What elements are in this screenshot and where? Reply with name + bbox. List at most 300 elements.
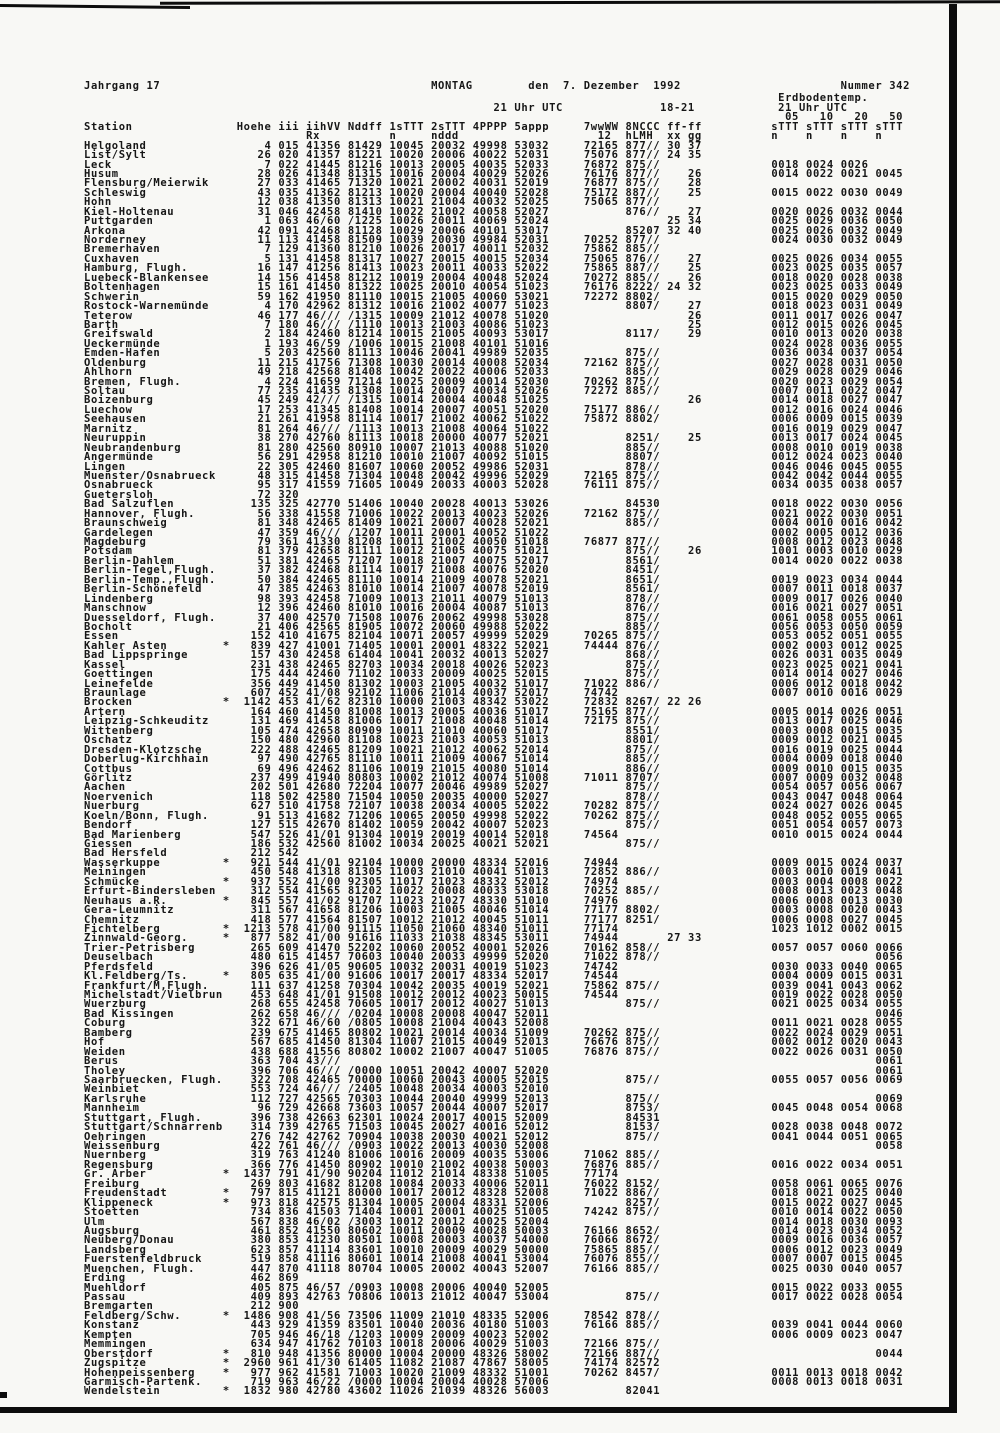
col-nddff: 73603 — [340, 1102, 383, 1115]
col-2sttt: 20019 — [424, 828, 466, 841]
col-2sttt: 20005 — [424, 158, 466, 171]
col-iihvv: 41/00 — [299, 875, 341, 888]
col-4pppp: 40040 — [465, 186, 508, 199]
col-1sttt: 11033 — [382, 932, 425, 945]
col-iihvv: 41/05 — [299, 960, 341, 973]
soil-temp-05: 0005 — [701, 705, 800, 718]
col-iihvv: 41450 — [299, 281, 341, 294]
col-hoehe: 269 — [236, 1177, 272, 1190]
col-2sttt: 21005 — [424, 904, 466, 917]
soil-temp-20: 0030 — [833, 498, 869, 511]
soil-temp-10: 0030 — [799, 1262, 834, 1275]
col-1sttt: 10016 — [382, 1149, 425, 1162]
col-nddff: 61405 — [340, 1357, 383, 1370]
col-4pppp: 40047 — [465, 1007, 508, 1020]
col-7wwww: 75076 — [549, 149, 619, 162]
col-nddff: /3003 — [340, 1215, 383, 1228]
soil-temp-50: 0059 — [868, 620, 904, 633]
col-7wwww — [549, 1385, 618, 1397]
col-1sttt: 10002 — [382, 1045, 425, 1058]
col-iii: 203 — [271, 347, 300, 360]
col-1sttt: 11017 — [382, 875, 425, 888]
col-ff-gg: 32 — [681, 281, 702, 294]
col-4pppp: 40036 — [465, 705, 508, 718]
col-2sttt: 21012 — [424, 309, 466, 322]
col-iii: 162 — [271, 290, 300, 303]
col-5appp: 51022 — [507, 413, 550, 426]
col-4pppp: 49984 — [465, 234, 508, 246]
col-hoehe: 977 — [236, 1366, 272, 1379]
col-nddff: 70603 — [340, 951, 383, 964]
col-5appp: 53004 — [507, 1291, 550, 1303]
col-8nccc: 8652/ — [618, 1224, 661, 1237]
soil-temp-50: 0066 — [868, 941, 904, 954]
soil-temp-50: 0050 — [868, 290, 904, 303]
soil-temp-20: 0019 — [833, 441, 869, 454]
col-iii: 384 — [271, 573, 300, 586]
col-2sttt: 20004 — [424, 271, 466, 284]
col-4pppp: 49999 — [465, 630, 508, 643]
station-name: Bad Hersfeld — [84, 847, 223, 860]
soil-temp-20: 0021 — [833, 658, 869, 671]
soil-temp-05: 0009 — [701, 592, 800, 605]
col-2sttt-label: 2sTTT — [424, 120, 466, 133]
col-8nccc: 82041 — [618, 1385, 661, 1398]
col-nddff: 81429 — [340, 139, 383, 152]
obs-period-label: 18-21 — [562, 101, 695, 114]
soil-temp-50: 0050 — [868, 989, 904, 1001]
soil-temp-20: 0029 — [833, 366, 869, 379]
col-8nccc: 875// — [618, 979, 661, 992]
col-hoehe: 12 — [236, 602, 272, 615]
col-4pppp: 48331 — [465, 1196, 508, 1209]
col-2sttt: 20000 — [424, 856, 466, 869]
col-4pppp: 48326 — [465, 1385, 508, 1398]
soil-temp-50: 0061 — [868, 611, 904, 624]
soil-temp-05: 0018 — [701, 300, 800, 313]
soil-temp-50: 0044 — [868, 743, 904, 756]
station-name: Hohenpeissenberg — [84, 1366, 223, 1379]
asterisk-marker: * — [222, 1347, 237, 1360]
col-xx-label: xx — [660, 130, 682, 143]
col-5appp: 51013 — [507, 734, 550, 747]
col-4pppp: 48334 — [465, 970, 508, 983]
col-1sttt: 10020 — [382, 186, 425, 199]
soil-temp-20: 0025 — [833, 1187, 869, 1200]
scan-mark-bottom-left — [0, 1392, 7, 1398]
col-iihvv: 42765 — [299, 753, 341, 766]
col-nddff: /0903 — [340, 1281, 383, 1294]
station-name: Berlin-Temp.,Flugh. — [84, 573, 223, 586]
col-nddff: 71320 — [340, 177, 383, 190]
soil-temp-10: 0052 — [799, 630, 834, 643]
col-nddff: 81312 — [340, 300, 383, 313]
col-1sttt: 10027 — [382, 252, 425, 265]
soil-temp-10: 0017 — [799, 715, 834, 728]
col-hoehe: 81 — [236, 517, 272, 530]
col-iihvv: 41/00 — [299, 932, 341, 945]
station-name: Emden-Hafen — [84, 347, 223, 360]
col-5appp: 52022 — [507, 262, 550, 275]
soil-temp-50: 0031 — [868, 970, 904, 983]
col-1sttt: 10019 — [382, 271, 425, 284]
col-iii: 738 — [271, 1111, 300, 1124]
station-name: Bad Lippspringe — [84, 649, 223, 662]
soil-temp-50: 0061 — [868, 1055, 904, 1068]
col-2sttt: 20004 — [424, 1375, 466, 1388]
soil-temp-20: 0024 — [833, 856, 869, 869]
col-hoehe: 91 — [236, 809, 272, 822]
col-iii: 675 — [271, 1026, 300, 1039]
col-nddff: 81413 — [340, 262, 383, 275]
col-iihvv: 42958 — [299, 451, 341, 464]
soil-temp-10: 0016 — [799, 1234, 834, 1247]
col-iihvv: 42658 — [299, 545, 341, 558]
col-hoehe: 7 — [236, 243, 272, 256]
col-2sttt: 21008 — [424, 422, 466, 435]
col-7wwww: 75862 — [549, 243, 619, 256]
col-7wwww: 70262 — [549, 809, 619, 822]
col-1sttt: 10034 — [382, 658, 425, 671]
col-5appp: 51003 — [507, 1319, 550, 1332]
col-8nccc: 855// — [618, 1253, 661, 1266]
col-1sttt: 10021 — [382, 196, 425, 209]
col-hoehe: 22 — [236, 460, 272, 473]
soil-temp-20: 0023 — [833, 885, 869, 898]
col-1sttt: 10023 — [382, 734, 425, 747]
col-iii: 291 — [271, 451, 300, 464]
soil-temp-10: 0009 — [799, 771, 834, 784]
soil-temp-10: 0015 — [799, 828, 834, 841]
col-nddff: 81509 — [340, 234, 383, 246]
col-8nccc: 887// — [618, 1347, 661, 1360]
soil-temp-05: 0008 — [701, 441, 800, 454]
col-5appp: 52012 — [507, 875, 550, 888]
soil-temp-20: 0023 — [833, 536, 869, 548]
col-iihvv: 41350 — [299, 196, 341, 209]
station-name: Boizenburg — [84, 394, 223, 407]
soil-temp-05: 0019 — [701, 573, 800, 586]
station-name: Leck — [84, 158, 223, 171]
col-2sttt: 21008 — [424, 564, 466, 577]
soil-temp-10: 0046 — [799, 460, 834, 473]
asterisk-marker: * — [222, 970, 237, 983]
col-nddff-label: Nddff — [340, 120, 383, 133]
col-8nccc: 8152/ — [618, 1177, 661, 1190]
col-nddff: 71503 — [340, 1121, 383, 1134]
col-iii: 147 — [271, 262, 300, 275]
station-name: Meiningen — [84, 866, 223, 879]
soil-temp-50: 0047 — [868, 422, 904, 435]
soil-temp-20: 0027 — [833, 913, 869, 926]
soil-temp-50: 0055 — [868, 1281, 904, 1294]
col-5appp: 52011 — [507, 1177, 550, 1190]
col-2sttt: 21002 — [424, 1158, 466, 1171]
col-8nccc: 875// — [618, 668, 661, 681]
col-iii: 857 — [271, 1243, 300, 1256]
col-iihvv: 41465 — [299, 1026, 341, 1039]
col-5appp: 53022 — [507, 696, 550, 709]
col-nddff: 71308 — [340, 356, 383, 369]
col-2sttt: 21038 — [424, 932, 466, 945]
soil-temp-50: 0050 — [868, 1206, 904, 1219]
col-7wwww: 72165 — [549, 469, 619, 482]
soil-temp-05: 0003 — [701, 875, 800, 888]
col-iii: 853 — [271, 1234, 300, 1247]
soil-temp-10: 0024 — [799, 158, 834, 171]
col-nddff: 51406 — [340, 498, 383, 511]
station-name: Nuerburg — [84, 800, 223, 813]
soil-temp-10: 0009 — [799, 753, 834, 766]
col-nddff: /2405 — [340, 1083, 383, 1096]
soil-temp-10: 0010 — [799, 517, 834, 530]
col-hoehe: 607 — [236, 687, 272, 699]
col-iihvv: 41/01 — [299, 828, 341, 841]
station-name: Erding — [84, 1272, 223, 1285]
col-8nccc: 8807/ — [618, 451, 661, 464]
soil-temp-05: 0022 — [701, 1026, 800, 1039]
station-name: Soltau — [84, 385, 223, 397]
col-hoehe: 21 — [236, 413, 272, 426]
scan-edge-top-left — [0, 4, 190, 9]
soil-temp-05: 1001 — [701, 545, 800, 558]
col-2sttt: 20002 — [424, 1262, 466, 1275]
col-iihvv: 42770 — [299, 498, 341, 511]
soil-temp-05: 0051 — [701, 819, 800, 832]
soil-temp-05: 0002 — [701, 1036, 800, 1049]
col-4pppp: 40034 — [465, 1026, 508, 1039]
col-4pppp: 40035 — [465, 1149, 508, 1162]
col-iii: 704 — [271, 1055, 300, 1068]
soil-temp-50: 0038 — [868, 271, 904, 284]
col-4pppp: 40007 — [465, 1102, 508, 1115]
soil-temp-50: 0061 — [868, 1064, 904, 1077]
col-iihvv: 46/// — [299, 526, 341, 539]
soil-temp-05: 0014 — [701, 1224, 800, 1237]
col-5appp: 52008 — [507, 1017, 550, 1030]
col-8nccc: 885// — [618, 385, 661, 397]
station-name: Muenchen, Flugh. — [84, 1262, 223, 1275]
station-name: Oldenburg — [84, 356, 223, 369]
col-2sttt: 20034 — [424, 800, 466, 813]
col-4pppp: 48342 — [465, 696, 508, 709]
col-2sttt: 20043 — [424, 1073, 466, 1086]
col-iihvv: 41001 — [299, 639, 341, 652]
col-iihvv: 42460 — [299, 328, 341, 341]
col-1sttt: 10016 — [382, 167, 425, 180]
soil-temp-50: 0056 — [868, 951, 904, 964]
col-4pppp: 40040 — [465, 1281, 508, 1294]
col-8nccc: 886// — [618, 1187, 661, 1200]
col-ff-xx: 22 — [660, 696, 682, 709]
col-nddff: /0903 — [340, 1140, 383, 1152]
col-4pppp: 40031 — [465, 177, 508, 190]
col-5appp: 52031 — [507, 460, 550, 473]
asterisk-marker: * — [222, 639, 237, 652]
col-5appp: 52033 — [507, 366, 550, 379]
station-name: Hohn — [84, 196, 223, 209]
col-nddff: 81607 — [340, 460, 383, 473]
soil-temp-10: 0019 — [799, 422, 834, 435]
col-2sttt: 21005 — [424, 677, 466, 690]
col-5appp: 52024 — [507, 271, 550, 284]
col-ff-gg: 26 — [681, 696, 702, 709]
col-8nccc: 878// — [618, 951, 661, 964]
asterisk-marker: * — [222, 1309, 237, 1322]
col-4pppp: 40025 — [465, 1215, 508, 1228]
col-iii: 577 — [271, 913, 300, 926]
soil-temp-10: 0022 — [799, 1196, 834, 1209]
soil-temp-10: 0018 — [799, 394, 834, 407]
obs-time-label: 21 Uhr UTC — [84, 101, 563, 114]
soil-temp-05: 0027 — [701, 356, 800, 369]
soil-temp-20: 0025 — [833, 715, 869, 728]
col-4pppp: 40000 — [465, 790, 508, 803]
col-1sttt: 10004 — [382, 1375, 425, 1388]
station-name: Zinnwald-Georg. — [84, 932, 223, 945]
soil-temp-05: 0046 — [701, 460, 800, 473]
col-1sttt: 10077 — [382, 781, 425, 794]
soil-temp-20 — [834, 1385, 869, 1397]
soil-temp-05: 0014 — [701, 394, 800, 407]
soil-temp-05: 0023 — [701, 281, 800, 294]
station-name: Frankfurt/M,Flugh. — [84, 979, 223, 992]
col-iii: 490 — [271, 753, 300, 766]
station-name: Gera-Leumnitz — [84, 904, 223, 917]
col-2sttt: 20017 — [424, 970, 466, 983]
col-hoehe: 443 — [236, 1319, 272, 1332]
col-iihvv: 41458 — [299, 469, 341, 482]
col-hoehe: 4 — [236, 139, 272, 152]
col-nddff: 70806 — [340, 1291, 383, 1303]
col-4pppp: 48340 — [465, 922, 508, 935]
col-5appp: 52035 — [507, 347, 550, 360]
col-1sttt: 10045 — [382, 1121, 425, 1134]
col-1sttt: 10011 — [382, 753, 425, 766]
col-8nccc: 875// — [618, 469, 661, 482]
soil-temp-05: 0016 — [701, 743, 800, 756]
soil-temp-50: 0045 — [868, 1253, 904, 1266]
col-hoehe: 239 — [236, 1026, 272, 1039]
col-2sttt: 20033 — [424, 951, 466, 964]
soil-temp-10: 0005 — [799, 526, 834, 539]
col-1sttt: 10009 — [382, 309, 425, 322]
soil-temp-10: 0012 — [799, 536, 834, 548]
soil-temp-20: 0015 — [833, 1253, 869, 1266]
col-7wwww: 77174 — [549, 1168, 619, 1181]
col-8nccc: 885// — [618, 1262, 661, 1275]
soil-temp-50: 0076 — [868, 1177, 904, 1190]
col-4pppp: 40011 — [465, 243, 508, 256]
col-8nccc-label: 8NCCC — [618, 120, 661, 133]
col-iihvv: 41258 — [299, 979, 341, 992]
soil-temp-05: 0009 — [701, 856, 800, 869]
col-8nccc: 8257/ — [618, 1196, 661, 1209]
col-2sttt: 20008 — [424, 1007, 466, 1020]
col-nddff: 81507 — [340, 913, 383, 926]
title-line — [84, 82, 910, 91]
col-nddff: 81114 — [340, 564, 383, 577]
soil-temp-20: 0065 — [833, 1177, 869, 1190]
station-name: Potsdam — [84, 545, 223, 558]
col-iii: 156 — [271, 271, 300, 284]
col-iihvv: 42465 — [299, 573, 341, 586]
asterisk-marker: * — [222, 1187, 237, 1200]
col-5appp: 51009 — [507, 1026, 550, 1039]
col-5appp: 52019 — [507, 177, 550, 190]
col-iii: 235 — [271, 385, 300, 397]
col-2sttt: 21011 — [424, 592, 466, 605]
soil-temp-05: 0019 — [701, 989, 800, 1001]
soil-temp-50: 0038 — [868, 328, 904, 341]
col-4pppp: 40023 — [465, 989, 508, 1001]
col-8nccc: 885// — [618, 753, 661, 766]
col-8nccc: 875// — [618, 630, 661, 643]
col-iihvv: 41345 — [299, 403, 341, 416]
col-4pppp: 40060 — [465, 290, 508, 303]
col-2sttt: 21007 — [424, 451, 466, 464]
col-4pppp: 40049 — [465, 1036, 508, 1049]
station-name: Seehausen — [84, 413, 223, 426]
soil-temp-20: 0034 — [833, 1158, 869, 1171]
col-8nccc: 887// — [618, 186, 661, 199]
station-name: Berus — [84, 1055, 223, 1068]
col-2sttt: 20033 — [424, 479, 466, 492]
col-5appp: 52026 — [507, 167, 550, 180]
soil-temp-50: 0045 — [868, 318, 904, 331]
col-5appp: 52017 — [507, 554, 550, 567]
col-7wwww: 76676 — [549, 1036, 619, 1049]
col-5appp-label: 5appp — [507, 120, 550, 133]
col-4pppp: 40043 — [465, 1262, 508, 1275]
soil-temp-10: 0014 — [799, 1206, 834, 1219]
col-4pppp: 40028 — [465, 1224, 508, 1237]
col-7wwww: 76176 — [549, 281, 619, 294]
col-nddff: 80909 — [340, 724, 383, 737]
col-iihvv: 46/57 — [299, 1281, 341, 1294]
col-8nccc: 868// — [618, 649, 661, 662]
station-name: Noervenich — [84, 790, 223, 803]
soil-temp-10: 0011 — [799, 385, 834, 397]
col-5appp: 52012 — [507, 1121, 550, 1134]
col-nddff: /1110 — [340, 318, 383, 331]
col-2sttt: 20014 — [424, 356, 466, 369]
station-name: Pferdsfeld — [84, 960, 223, 973]
col-4pppp: 49999 — [465, 951, 508, 964]
soil-temp-05: 0004 — [701, 517, 800, 530]
col-iihvv: 41756 — [299, 356, 341, 369]
col-ff-gg: 26 — [681, 309, 702, 322]
col-4pppp: 40015 — [465, 252, 508, 265]
col-4pppp: 40075 — [465, 554, 508, 567]
col-7wwww: 75177 — [549, 403, 619, 416]
col-hoehe: 877 — [236, 932, 272, 945]
soil-temp-50: 0047 — [868, 1328, 904, 1341]
col-nddff: 72204 — [340, 781, 383, 794]
col-8nccc: 875// — [618, 800, 661, 813]
col-iihvv: 41/00 — [299, 922, 341, 935]
col-nddff: 71207 — [340, 554, 383, 567]
col-hoehe: 4 — [236, 375, 272, 388]
col-nddff: 81206 — [340, 904, 383, 917]
col-5appp: 52022 — [507, 620, 550, 633]
soil-temp-10: 0012 — [799, 1243, 834, 1256]
col-5appp: 51014 — [507, 715, 550, 728]
col-4pppp: 40047 — [465, 1291, 508, 1303]
col-nddff: 91304 — [340, 828, 383, 841]
col-iii: 361 — [271, 536, 300, 548]
col-hoehe: 973 — [236, 1196, 272, 1209]
